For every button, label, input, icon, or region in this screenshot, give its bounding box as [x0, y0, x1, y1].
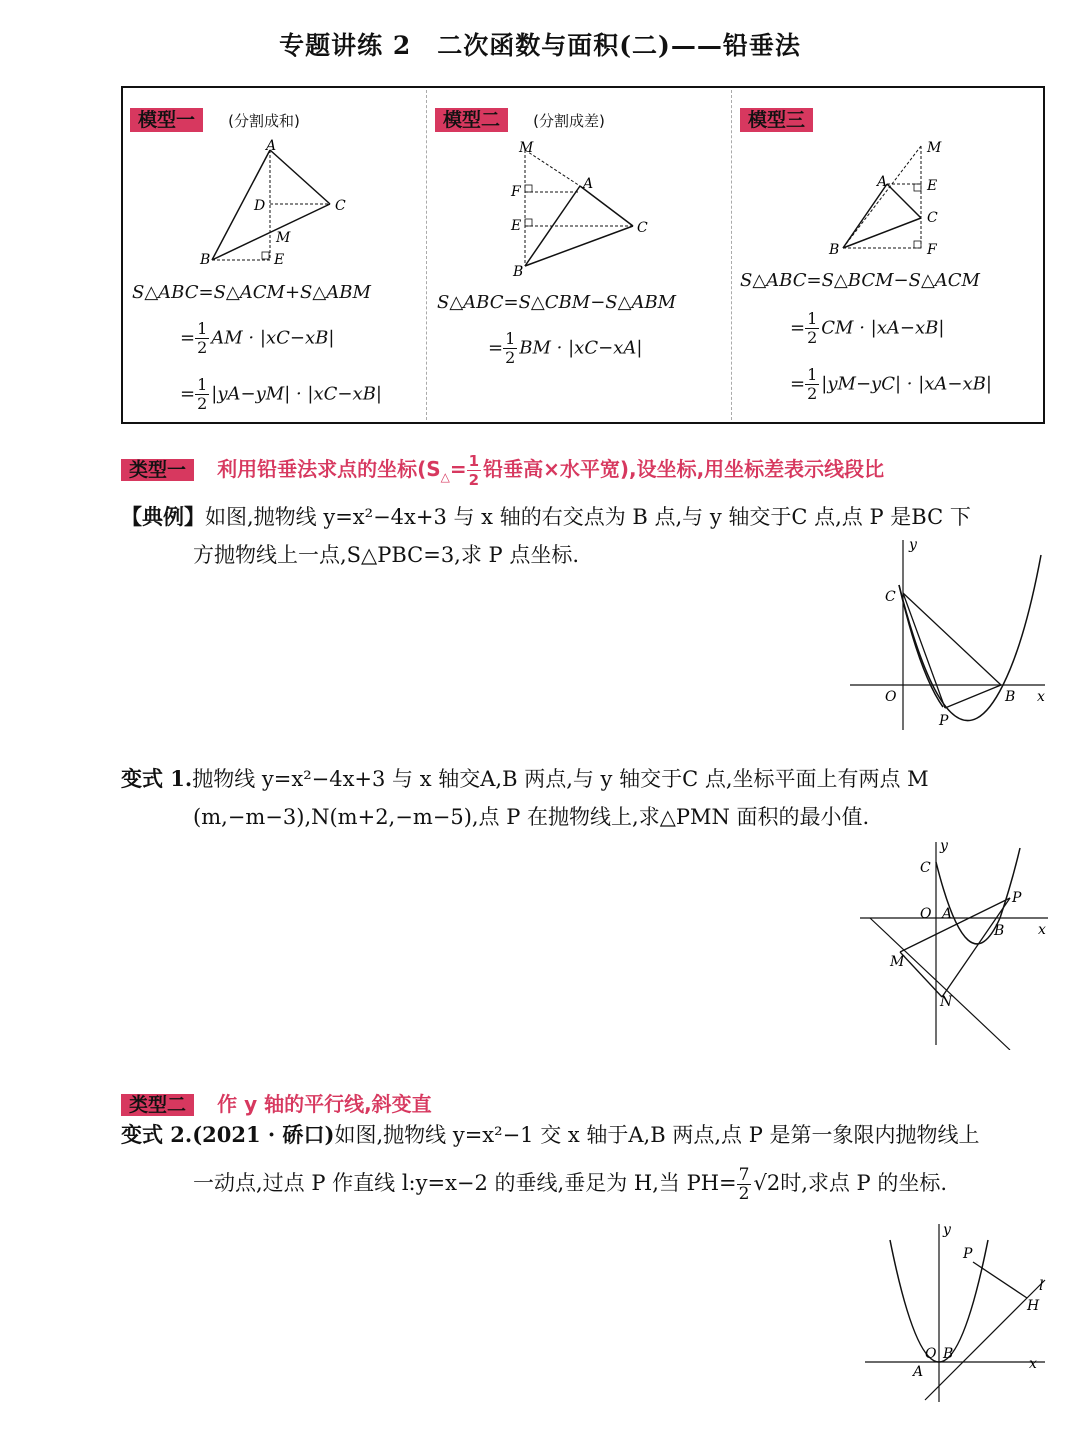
ex-label-O: O [885, 689, 897, 705]
model-3-eq2: = $\frac{1}{2}$ CM · |xA−xB| [790, 309, 945, 347]
v1-label-y: y [940, 840, 948, 854]
column-divider [426, 90, 427, 420]
m1-label-D: D [254, 198, 266, 214]
m1-label-C: C [335, 198, 346, 214]
v2-label-x: x [1029, 1356, 1037, 1372]
ex-label-P: P [939, 713, 949, 729]
model-1-eq2: = $\frac{1}{2}$ AM · |xC−xB| [180, 319, 335, 357]
variant-1-label: 变式 1. [121, 766, 193, 791]
type-2-title: 作 y 轴的平行线,斜变直 [217, 1092, 432, 1116]
example-label: 【典例】 [121, 504, 205, 529]
variant-1-line2: (m,−m−3),N(m+2,−m−5),点 P 在抛物线上,求△PMN 面积的最小值. [193, 805, 870, 829]
v2-label-B: B [943, 1346, 954, 1362]
type-1-header [121, 452, 884, 489]
v2-label-A: A [913, 1364, 924, 1380]
variant-1 [121, 760, 1051, 836]
v1-label-x: x [1038, 922, 1046, 938]
type-2-tag: 类型二 [121, 1094, 194, 1116]
m2-label-M: M [519, 140, 534, 156]
model-2-eq1: S△ABC=S△CBM−S△ABM [437, 292, 677, 313]
v1-label-N: N [940, 994, 953, 1010]
page-title: 专题讲练 2 二次函数与面积(二)——铅垂法 [279, 31, 801, 60]
m3-label-F: F [927, 242, 937, 258]
model-1-tag: 模型一 [130, 108, 203, 132]
model-1-eq1: S△ABC=S△ACM+S△ABM [132, 282, 371, 303]
column-divider [731, 90, 732, 420]
type-1-tag: 类型一 [121, 459, 194, 481]
v2-label-l: l [1039, 1278, 1044, 1294]
variant-1-figure [860, 840, 1050, 1050]
m2-label-E: E [511, 218, 522, 234]
v1-label-C: C [920, 860, 931, 876]
model-3-header [740, 105, 813, 132]
type-1-title: 利用铅垂法求点的坐标($S_\triangle=$ $\frac{1}{2}$ 铅垂高×水平宽),设坐标,用坐标差表示线段比 [217, 452, 885, 489]
variant-2-label: 变式 2. [121, 1122, 193, 1147]
variant-2-source: (2021 · 硚口) [192, 1122, 335, 1147]
model-2-tag: 模型二 [435, 108, 508, 132]
m1-label-E: E [274, 252, 285, 268]
v1-label-A: A [942, 906, 953, 922]
m3-label-A: A [877, 174, 888, 190]
v1-label-M: M [890, 954, 905, 970]
m2-label-F: F [511, 184, 521, 200]
v2-label-y: y [943, 1222, 951, 1238]
v1-label-P: P [1012, 890, 1022, 906]
variant-2 [121, 1116, 1056, 1203]
m3-label-C: C [927, 210, 938, 226]
model-2-figure [505, 138, 655, 278]
m2-label-C: C [637, 220, 648, 236]
model-2-header [435, 105, 605, 132]
v1-label-B: B [994, 923, 1005, 939]
variant-2-figure [865, 1222, 1050, 1407]
example-line1: 如图,抛物线 y=x²−4x+3 与 x 轴的右交点为 B 点,与 y 轴交于C 点,点 P 是BC 下 [205, 505, 971, 529]
example-figure [845, 535, 1050, 735]
variant-2-line2: 一动点,过点 P 作直线 l:y=x−2 的垂线,垂足为 H,当 PH= $\frac{7}{2}$ √2时,求点 P 的坐标. [193, 1165, 948, 1204]
model-3-tag: 模型三 [740, 108, 813, 132]
model-1-header [130, 105, 300, 132]
type-2-header [121, 1088, 432, 1117]
m1-label-B: B [200, 252, 211, 268]
m1-label-M: M [276, 230, 291, 246]
model-1-eq3: = $\frac{1}{2}$ |yA−yM| · |xC−xB| [180, 375, 382, 413]
m3-label-E: E [927, 178, 938, 194]
ex-label-B: B [1005, 689, 1016, 705]
m3-label-B: B [829, 242, 840, 258]
v2-label-O: O [925, 1346, 937, 1362]
m2-label-B: B [513, 264, 524, 278]
model-1-figure [190, 138, 360, 268]
ex-label-x: x [1037, 689, 1045, 705]
model-3-eq1: S△ABC=S△BCM−S△ACM [740, 270, 980, 291]
model-3-eq3: = $\frac{1}{2}$ |yM−yC| · |xA−xB| [790, 365, 992, 403]
variant-2-line1: 如图,抛物线 y=x²−1 交 x 轴于A,B 两点,点 P 是第一象限内抛物线上 [334, 1123, 980, 1147]
ex-label-y: y [909, 537, 917, 553]
example-line2: 方抛物线上一点,S△PBC=3,求 P 点坐标. [193, 543, 580, 567]
m1-label-A: A [266, 138, 277, 154]
v2-label-P: P [963, 1246, 973, 1262]
ex-label-C: C [885, 589, 896, 605]
model-2-subtitle: (分割成差) [533, 112, 605, 130]
v1-label-O: O [920, 906, 932, 922]
model-2-eq2: = $\frac{1}{2}$ BM · |xC−xA| [488, 329, 643, 367]
m2-label-A: A [583, 176, 594, 192]
model-3-figure [825, 138, 955, 263]
v2-label-H: H [1027, 1298, 1040, 1314]
m3-label-M: M [927, 140, 942, 156]
model-1-subtitle: (分割成和) [228, 112, 300, 130]
variant-1-line1: 抛物线 y=x²−4x+3 与 x 轴交A,B 两点,与 y 轴交于C 点,坐标平面上有两点 M [192, 767, 929, 791]
